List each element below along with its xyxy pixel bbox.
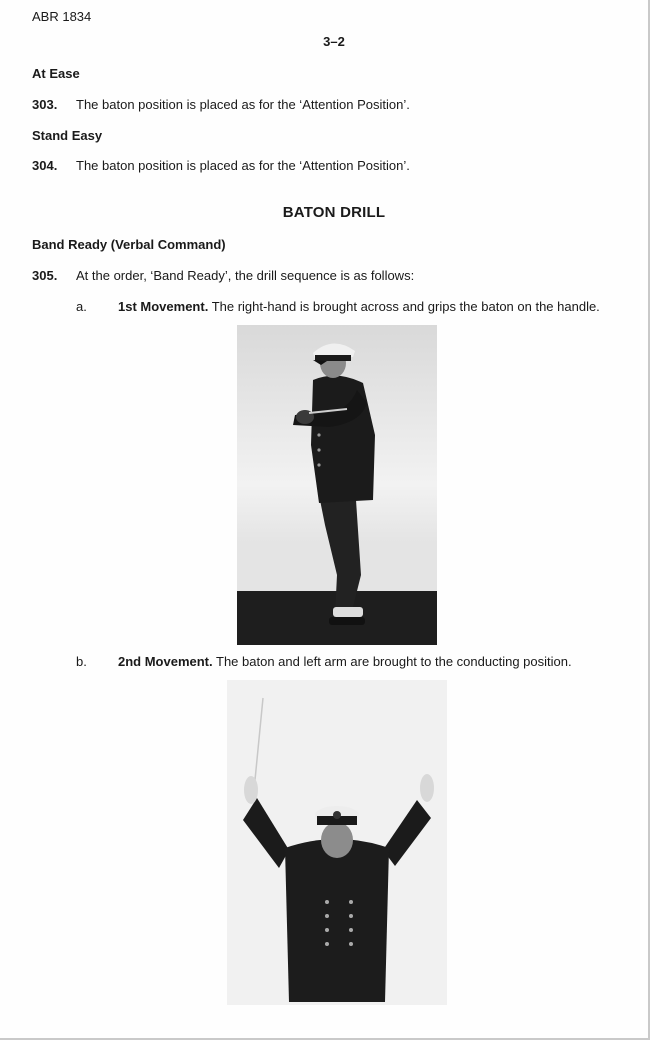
para-text-304: The baton position is placed as for the ‘Attention Position’. bbox=[76, 158, 410, 173]
movement-a-title: 1st Movement. bbox=[118, 299, 209, 314]
subheading-band-ready: Band Ready (Verbal Command) bbox=[32, 237, 226, 252]
para-text-305: At the order, ‘Band Ready’, the drill sequence is as follows: bbox=[76, 268, 415, 283]
movement-a-item bbox=[118, 299, 600, 314]
heading-stand-easy: Stand Easy bbox=[32, 128, 103, 143]
movement-a-text: The right-hand is brought across and grips the baton on the handle. bbox=[211, 299, 600, 314]
para-number-304: 304. bbox=[32, 158, 58, 173]
movement-b-letter: b. bbox=[76, 654, 87, 669]
para-number-305: 305. bbox=[32, 268, 58, 283]
document-reference: ABR 1834 bbox=[32, 9, 92, 24]
para-text-303: The baton position is placed as for the ‘Attention Position’. bbox=[76, 97, 410, 112]
movement-b-item bbox=[118, 654, 572, 669]
movement-b-text: The baton and left arm are brought to the conducting position. bbox=[216, 654, 572, 669]
photo-second-movement bbox=[227, 680, 447, 1005]
section-title-baton-drill: BATON DRILL bbox=[282, 204, 386, 221]
heading-at-ease: At Ease bbox=[32, 66, 80, 81]
movement-a-letter: a. bbox=[76, 299, 87, 314]
movement-b-title: 2nd Movement. bbox=[118, 654, 213, 669]
para-number-303: 303. bbox=[32, 97, 58, 112]
page-number: 3–2 bbox=[323, 34, 345, 49]
photo-first-movement bbox=[237, 325, 437, 645]
